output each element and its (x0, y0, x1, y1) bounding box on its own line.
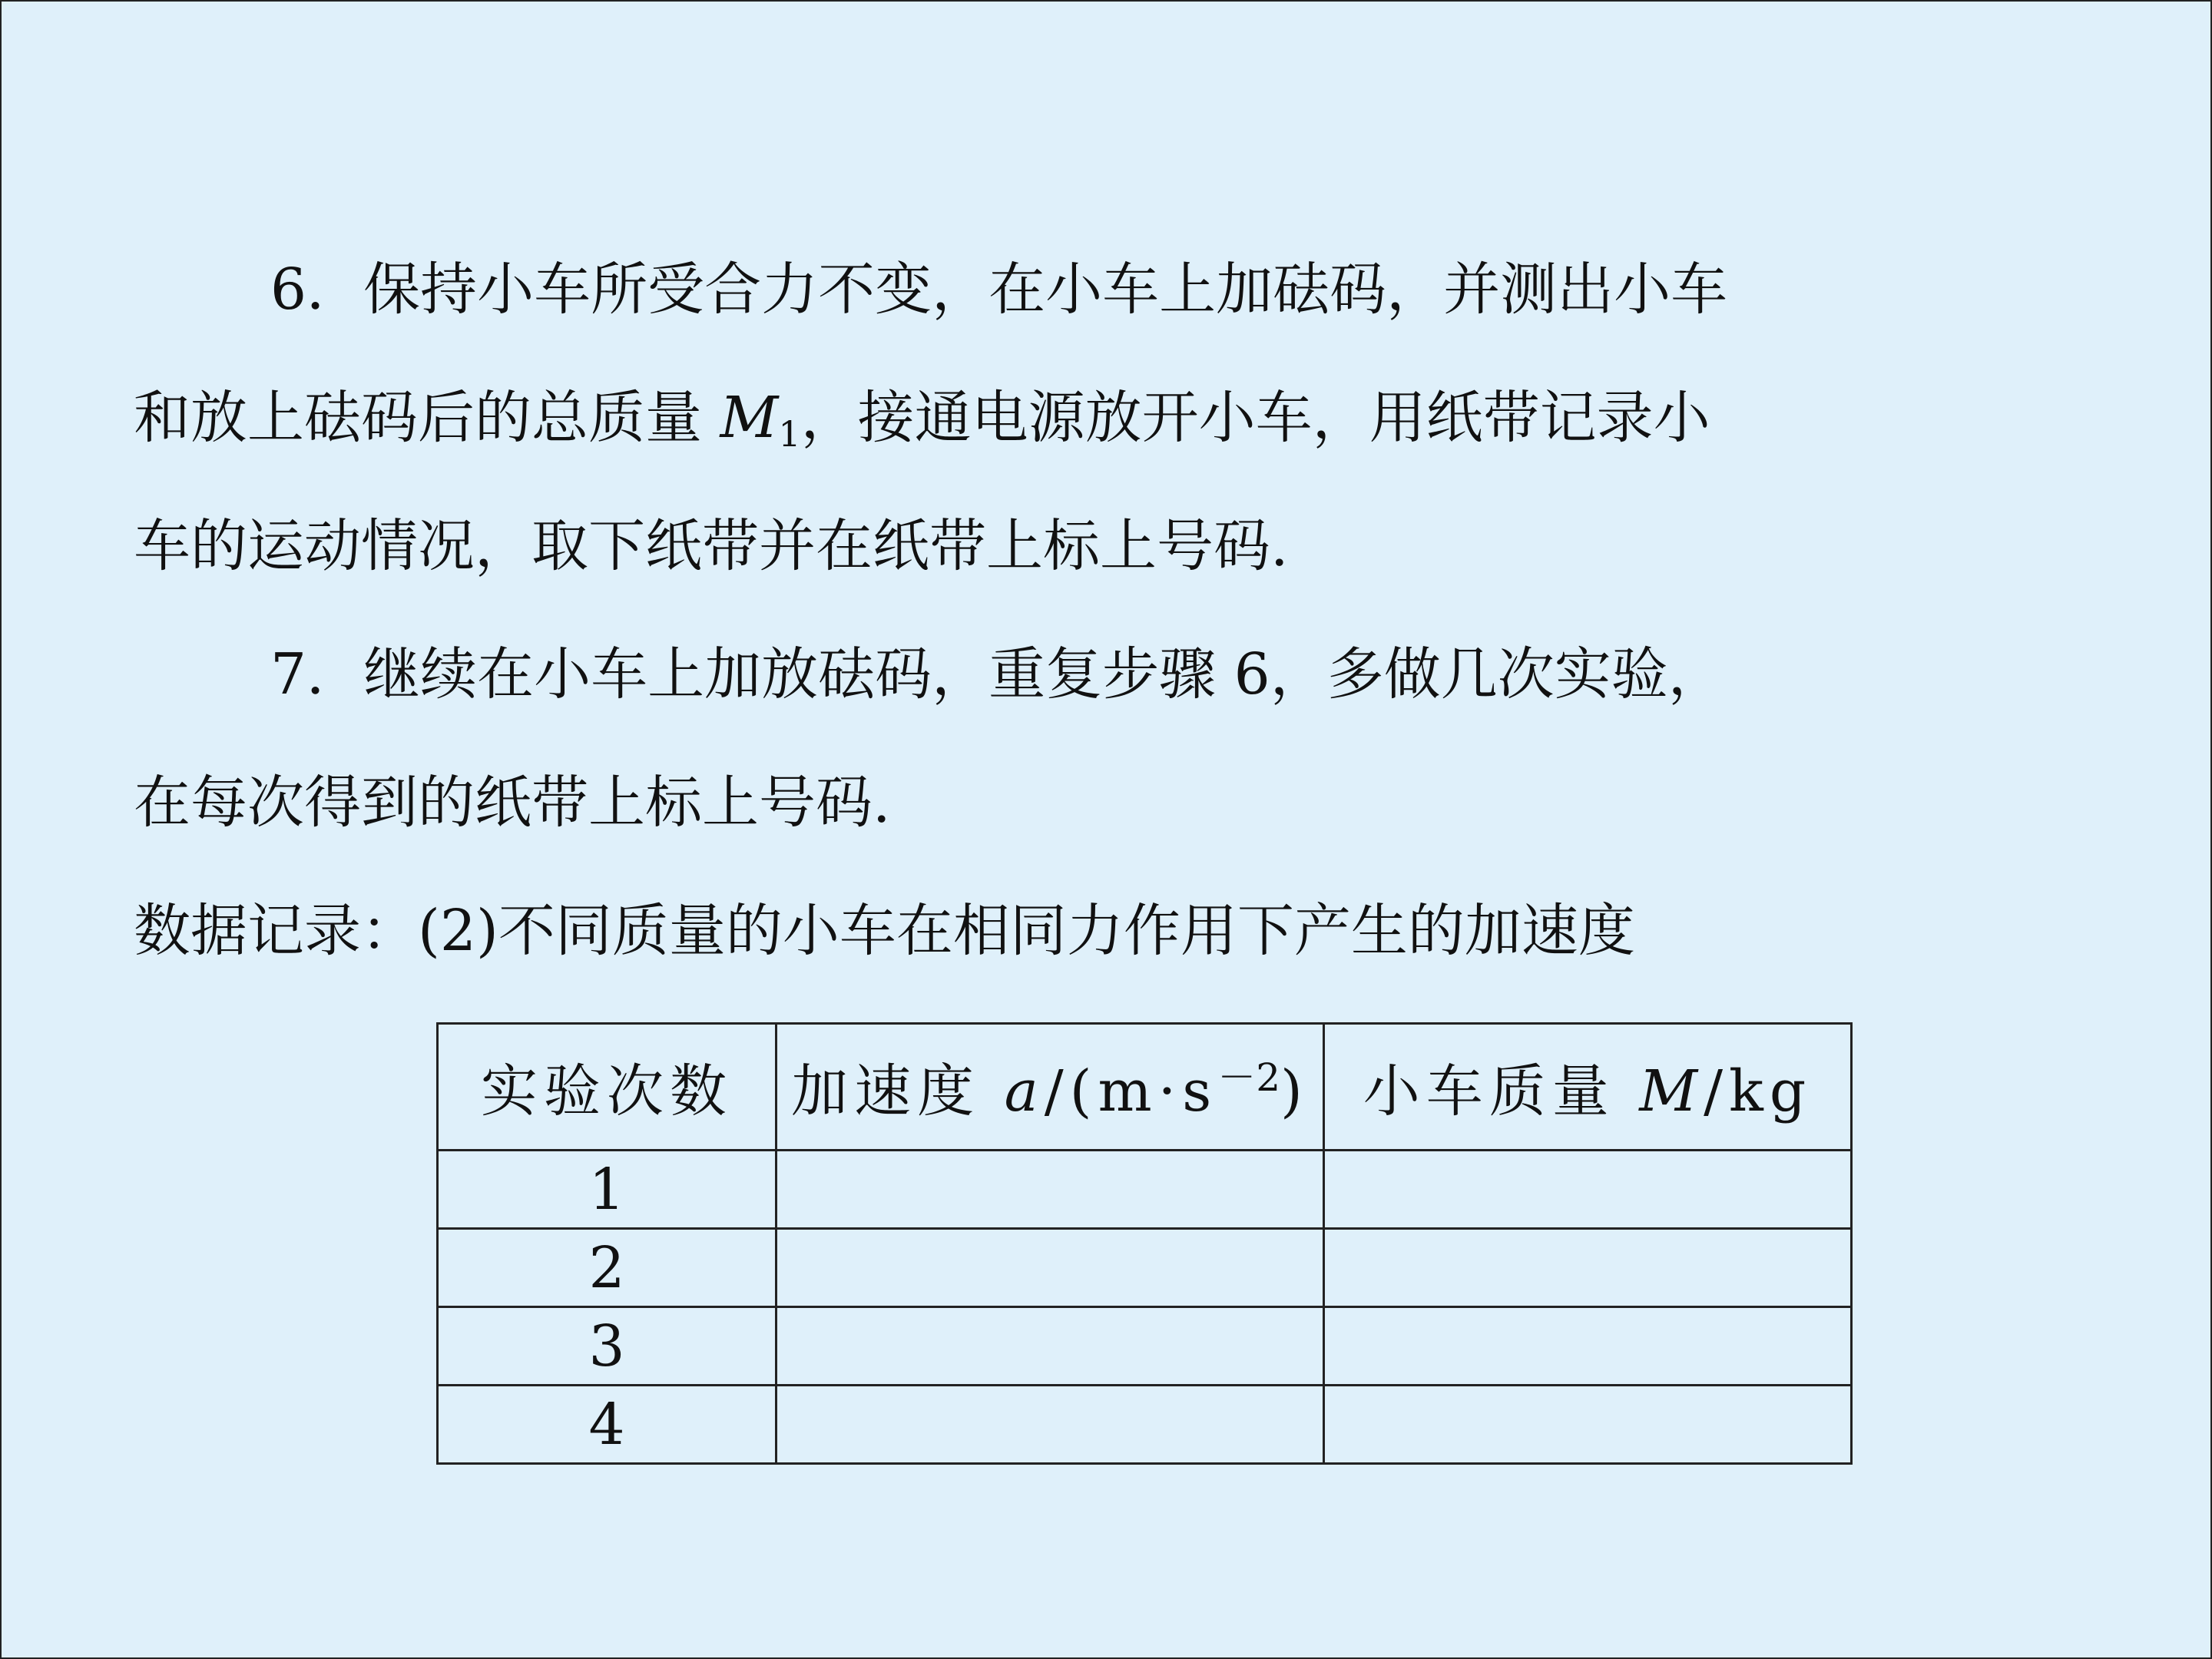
mass-cell (1324, 1307, 1852, 1386)
cart-mass-variable: M (1639, 1058, 1704, 1124)
acceleration-cell (777, 1307, 1324, 1386)
text-block (134, 226, 2100, 995)
table-row (438, 1229, 1852, 1307)
mass-cell (1324, 1386, 1852, 1464)
step7-number: 7 (270, 641, 307, 707)
acceleration-unit-exponent: －2 (1217, 1055, 1281, 1100)
header-acceleration (777, 1024, 1324, 1151)
mass-subscript: 1 (778, 413, 801, 455)
acceleration-variable: a (1004, 1058, 1045, 1124)
mass-cell (1324, 1151, 1852, 1229)
mass-cell (1324, 1229, 1852, 1307)
table-row (438, 1151, 1852, 1229)
trial-number-cell: 2 (438, 1229, 777, 1307)
header-trial-count: 实验次数 (438, 1024, 777, 1151)
header-cart-mass (1324, 1024, 1852, 1151)
step7-line-2: 在每次得到的纸带上标上号码. (134, 770, 891, 836)
mass-variable: M (720, 385, 779, 451)
table-row (438, 1386, 1852, 1464)
step7-line-1 (134, 611, 2100, 739)
data-table (436, 1022, 1853, 1465)
cart-mass-unit: /kg (1704, 1058, 1813, 1124)
header-acceleration-label: 加速度 (791, 1058, 1005, 1124)
step6-text-2b: ，接通电源放开小车，用纸带记录小 (800, 385, 1710, 451)
acceleration-cell (777, 1386, 1324, 1464)
acceleration-unit: /(m·s (1044, 1058, 1218, 1124)
trial-number-cell: 4 (438, 1386, 777, 1464)
acceleration-cell (777, 1151, 1324, 1229)
trial-number-cell: 1 (438, 1151, 777, 1229)
step6-line-2 (134, 354, 2100, 482)
step6-line-3: 车的运动情况，取下纸带并在纸带上标上号码. (134, 513, 1289, 579)
table-row (438, 1307, 1852, 1386)
acceleration-cell (777, 1229, 1324, 1307)
header-cart-mass-label: 小车质量 (1363, 1058, 1640, 1124)
table-header-row (438, 1024, 1852, 1151)
step6-line-1 (134, 226, 2100, 354)
step7-text-1: ．继续在小车上加放砝码，重复步骤 6，多做几次实验， (306, 641, 1725, 707)
step6-text-1: ．保持小车所受合力不变，在小车上加砝码，并测出小车 (306, 257, 1728, 323)
step6-number: 6 (270, 257, 307, 323)
trial-number-cell: 3 (438, 1307, 777, 1386)
acceleration-unit-close: ) (1280, 1058, 1309, 1124)
step6-text-2a: 和放上砝码后的总质量 (134, 385, 720, 451)
data-record-heading: 数据记录：(2)不同质量的小车在相同力作用下产生的加速度 (134, 898, 1635, 964)
